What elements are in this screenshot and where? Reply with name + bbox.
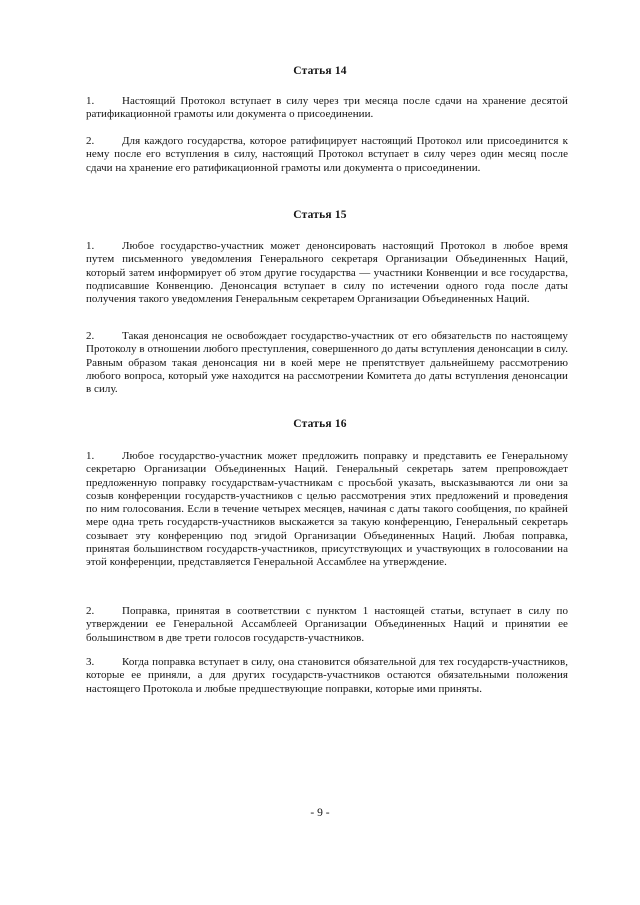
article-15-heading: Статья 15 xyxy=(293,209,347,221)
article-16-heading: Статья 16 xyxy=(293,418,347,430)
article-16-paragraph-1 xyxy=(86,450,568,570)
article-16-paragraph-2 xyxy=(86,605,568,645)
paragraph-text: Настоящий Протокол вступает в силу через три месяца после сдачи на хранение десятой ратификационной грамоты или документа о присоединении. xyxy=(86,95,568,121)
article-14-heading: Статья 14 xyxy=(293,65,347,77)
paragraph-text: Такая денонсация не освобождает государство-участник от его обязательств по настоящему Протоколу в отношении любого преступления, совершенного до даты вступления денонсации в силу. Равным образом такая денонсация ни в коей мере не препятствует дальнейшему рассмотрению любого вопроса, который уже находится на рассмотрении Комитета до даты вступления денонсации в силу. xyxy=(86,330,568,396)
paragraph-number: 2. xyxy=(86,605,95,617)
paragraph-text: Любое государство-участник может денонсировать настоящий Протокол в любое время путем письменного уведомления Генерального секретаря Организации Объединенных Наций, который затем информирует об этом другие государства — участники Конвенции и все государства, подписавшие Конвенцию. Денонсация вступает в силу по истечении одного года после даты получения такого уведомления Генеральным секретарем Организации Объединенных Наций. xyxy=(86,240,568,306)
paragraph-text: Когда поправка вступает в силу, она становится обязательной для тех государств-участников, которые ее приняли, а для других государств-участников остаются обязательными положения настоящего Протокола и любые предшествующие поправки, которые ими приняты. xyxy=(86,656,568,695)
paragraph-number: 2. xyxy=(86,135,95,147)
paragraph-number: 1. xyxy=(86,95,95,107)
paragraph-text: Поправка, принятая в соответствии с пунктом 1 настоящей статьи, вступает в силу по утверждении ее Генеральной Ассамблеей Организации Объединенных Наций и принятии ее большинством в две трети голосов государств-участников. xyxy=(86,605,568,644)
article-14-paragraph-1 xyxy=(86,95,568,122)
article-15-paragraph-1 xyxy=(86,240,568,306)
article-15-paragraph-2 xyxy=(86,330,568,396)
paragraph-text: Любое государство-участник может предложить поправку и представить ее Генеральному секретарю Организации Объединенных Наций. Генеральный секретарь затем препровождает предложенную поправку государствам-участникам с просьбой указать, высказываются ли они за созыв конференции государств-участников с целью рассмотрения этих предложений и проведения по ним голосования. Если в течение четырех месяцев, начиная с даты такого сообщения, по крайней мере одна треть государств-участников выскажется за такую конференцию, Генеральный секретарь созывает эту конференцию под эгидой Организации Объединенных Наций. Любая поправка, принятая большинством государств-участников, присутствующих и участвующих в голосовании на этой конференции, представляется Генеральной Ассамблее на утверждение. xyxy=(86,450,568,569)
paragraph-text: Для каждого государства, которое ратифицирует настоящий Протокол или присоединится к нему после его вступления в силу, настоящий Протокол вступает в силу через один месяц после сдачи на хранение его ратификационной грамоты или документа о присоединении. xyxy=(86,135,568,174)
article-16-paragraph-3 xyxy=(86,656,568,696)
paragraph-number: 1. xyxy=(86,450,95,462)
paragraph-number: 2. xyxy=(86,330,95,342)
article-14-paragraph-2 xyxy=(86,135,568,175)
paragraph-number: 1. xyxy=(86,240,95,252)
page-number: - 9 - xyxy=(310,807,330,819)
paragraph-number: 3. xyxy=(86,656,95,668)
